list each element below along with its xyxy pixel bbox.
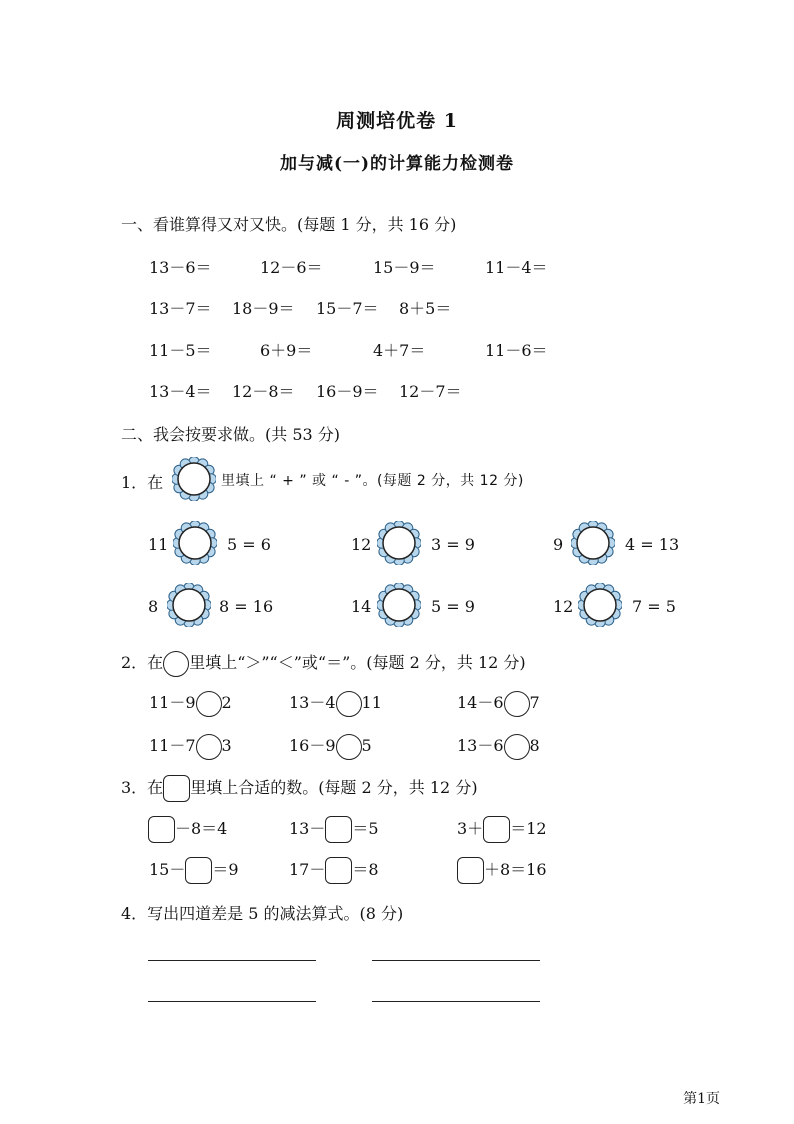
number-answer-slot[interactable]	[325, 857, 352, 884]
q1-left: 11	[148, 535, 169, 554]
calc-item: 11－4＝	[485, 258, 548, 277]
q2-right: 7	[529, 693, 540, 712]
q3-item	[289, 816, 379, 843]
q1-right: 3 = 9	[431, 535, 475, 554]
q2-line	[121, 650, 526, 677]
q2-item	[289, 733, 372, 760]
q2-right: 8	[529, 736, 540, 755]
page-number: 第1页	[683, 1091, 720, 1107]
q2-item	[149, 733, 232, 760]
q3-right: ＝8	[352, 860, 379, 879]
flower-answer-slot[interactable]	[167, 583, 211, 627]
q1-left: 14	[351, 597, 372, 616]
flower-answer-slot[interactable]	[377, 521, 421, 565]
calc-item: 6＋9＝	[260, 341, 313, 360]
compare-answer-slot[interactable]	[336, 691, 362, 717]
q2-left: 11－9	[149, 693, 196, 712]
q3-item	[148, 816, 227, 843]
q1-right: 8 = 16	[219, 597, 274, 616]
q1-right: 7 = 5	[632, 597, 676, 616]
q3-prefix: 3．在	[121, 778, 164, 797]
q3-right: ＝12	[510, 819, 547, 838]
flower-answer-slot[interactable]	[377, 583, 421, 627]
calc-item: 16－9＝	[316, 382, 379, 401]
calc-item: 8＋5＝	[399, 299, 452, 318]
q1-left: 12	[351, 535, 372, 554]
q3-right: ＋8＝16	[484, 860, 547, 879]
q2-prefix: 2．在	[121, 653, 164, 672]
q2-left: 16－9	[289, 736, 336, 755]
q1-prefix: 1．在	[121, 473, 164, 492]
calc-item: 11－5＝	[149, 341, 212, 360]
q2-right: 11	[361, 693, 382, 712]
q3-item	[289, 857, 379, 884]
compare-answer-slot[interactable]	[504, 734, 530, 760]
q3-left: 17－	[289, 860, 326, 879]
q1-instruction-text: 里填上 “ + ” 或 “ - ”。(每题 2 分，共 12 分)	[221, 473, 524, 489]
q2-item	[457, 733, 540, 760]
q1-left: 9	[553, 535, 564, 554]
number-answer-slot[interactable]	[325, 816, 352, 843]
q2-right: 5	[361, 736, 372, 755]
q3-left: 3＋	[457, 819, 484, 838]
q1-right: 5 = 9	[431, 597, 475, 616]
q4-text: 4．写出四道差是 5 的减法算式。(8 分)	[121, 904, 404, 923]
q2-right: 3	[221, 736, 232, 755]
q3-item	[457, 816, 547, 843]
page-subtitle: 加与减(一)的计算能力检测卷	[279, 154, 515, 174]
q3-left: 15－	[149, 860, 186, 879]
part2-heading: 二、我会按要求做。(共 53 分)	[121, 425, 341, 444]
q3-left: 13－	[289, 819, 326, 838]
compare-answer-slot[interactable]	[504, 691, 530, 717]
flower-answer-slot[interactable]	[578, 583, 622, 627]
calc-item: 12－8＝	[232, 382, 295, 401]
compare-answer-slot[interactable]	[196, 734, 222, 760]
number-answer-slot[interactable]	[148, 816, 175, 843]
compare-answer-slot[interactable]	[336, 734, 362, 760]
number-answer-slot[interactable]	[483, 816, 510, 843]
q1-left: 12	[553, 597, 574, 616]
calc-item: 15－7＝	[316, 299, 379, 318]
q2-instruction: 里填上“＞”“＜”或“＝”。(每题 2 分，共 12 分)	[189, 653, 526, 672]
q2-left: 11－7	[149, 736, 196, 755]
calc-item: 18－9＝	[232, 299, 295, 318]
calc-item: 4＋7＝	[373, 341, 426, 360]
q2-item	[149, 690, 232, 717]
q1-left: 8	[148, 597, 159, 616]
q2-item	[289, 690, 382, 717]
q1-instruction	[221, 470, 524, 490]
q3-right: ＝5	[352, 819, 379, 838]
flower-answer-slot[interactable]	[571, 521, 615, 565]
calc-item: 13－6＝	[149, 258, 212, 277]
calc-item: 12－6＝	[260, 258, 323, 277]
box-blank-icon	[163, 775, 190, 802]
answer-line[interactable]	[148, 960, 316, 961]
answer-line[interactable]	[148, 1001, 316, 1002]
q3-right: ＝9	[212, 860, 239, 879]
q3-item	[457, 857, 547, 884]
q2-left: 13－6	[457, 736, 504, 755]
q2-left: 13－4	[289, 693, 336, 712]
q2-item	[457, 690, 540, 717]
part1-heading: 一、看谁算得又对又快。(每题 1 分，共 16 分)	[121, 215, 457, 234]
q3-line	[121, 775, 478, 802]
q3-right: －8＝4	[175, 819, 228, 838]
compare-answer-slot[interactable]	[196, 691, 222, 717]
number-answer-slot[interactable]	[185, 857, 212, 884]
q3-instruction: 里填上合适的数。(每题 2 分，共 12 分)	[190, 778, 478, 797]
calc-item: 15－9＝	[373, 258, 436, 277]
circle-blank-icon	[163, 651, 189, 677]
number-answer-slot[interactable]	[457, 857, 484, 884]
q3-item	[149, 857, 239, 884]
answer-line[interactable]	[372, 960, 540, 961]
q1-right: 5 = 6	[227, 535, 271, 554]
calc-item: 12－7＝	[399, 382, 462, 401]
flower-blank-icon	[172, 457, 216, 501]
q2-left: 14－6	[457, 693, 504, 712]
calc-item: 13－7＝	[149, 299, 212, 318]
calc-item: 13－4＝	[149, 382, 212, 401]
q1-right: 4 = 13	[625, 535, 680, 554]
calc-item: 11－6＝	[485, 341, 548, 360]
answer-line[interactable]	[372, 1001, 540, 1002]
page-title: 周测培优卷 1	[336, 110, 458, 132]
q2-right: 2	[221, 693, 232, 712]
flower-answer-slot[interactable]	[173, 521, 217, 565]
